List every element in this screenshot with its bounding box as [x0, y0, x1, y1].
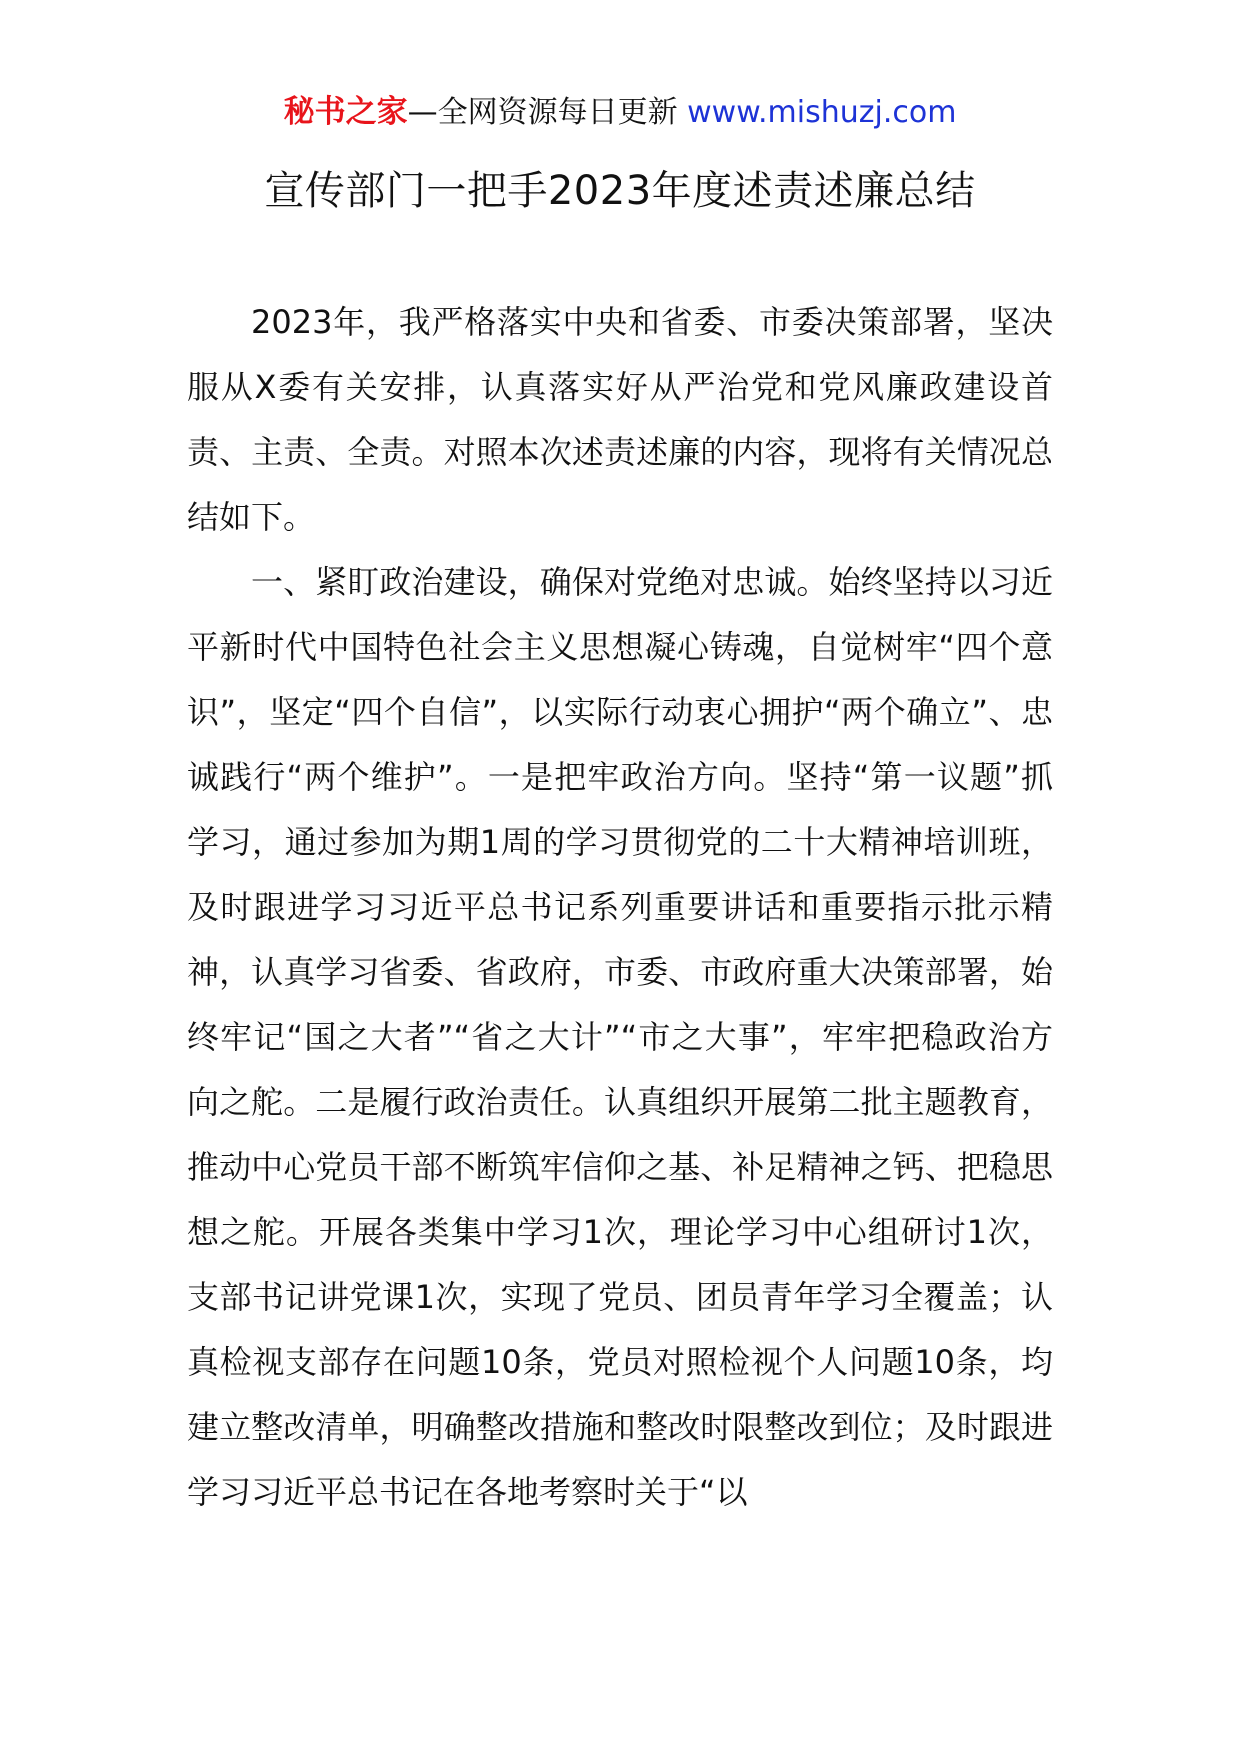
paragraph-text: 始终坚持以习近平新时代中国特色社会主义思想凝心铸魂，自觉树牢“四个意识”，坚定“四个自信”，以实际行动衷心拥护“两个确立”、忠诚践行“两个维护”。一是把牢政治方向。坚持“第一议题”抓学习，通过参加为期1周的学习贯彻党的二十大精神培训班，及时跟进学习习近平总书记系列重要讲话和重要指示批示精神，认真学习省委、省政府，市委、市政府重大决策部署，始终牢记“国之大者”“省之大计”“市之大事”，牢牢把稳政治方向之舵。二是履行政治责任。认真组织开展第二批主题教育，推动中心党员干部不断筑牢信仰之基、补足精神之钙、把稳思想之舵。开展各类集中学习1次，理论学习中心组研讨1次，支部书记讲党课1次，实现了党员、团员青年学习全覆盖；认真检视支部存在问题10条，党员对照检视个人问题10条，均建立整改清单，明确整改措施和整改时限整改到位；及时跟进学习习近平总书记在各地考察时关于“以: [187, 563, 1053, 1511]
paragraph-intro: [187, 290, 1053, 550]
brand-name: 秘书之家: [283, 94, 408, 130]
header-tagline: —全网资源每日更新: [407, 95, 678, 130]
document-title: 宣传部门一把手2023年度述责述廉总结: [264, 168, 976, 214]
paragraph-section-1: [187, 550, 1053, 1525]
document-body: [187, 290, 1053, 1525]
section-heading: 一、紧盯政治建设，确保对党绝对忠诚。: [251, 563, 829, 601]
site-url-link[interactable]: www.mishuzj.com: [687, 95, 957, 130]
paragraph-text: 2023年，我严格落实中央和省委、市委决策部署，坚决服从X委有关安排，认真落实好从严治党和党风廉政建设首责、主责、全责。对照本次述责述廉的内容，现将有关情况总结如下。: [187, 303, 1053, 536]
site-header: [0, 92, 1240, 133]
